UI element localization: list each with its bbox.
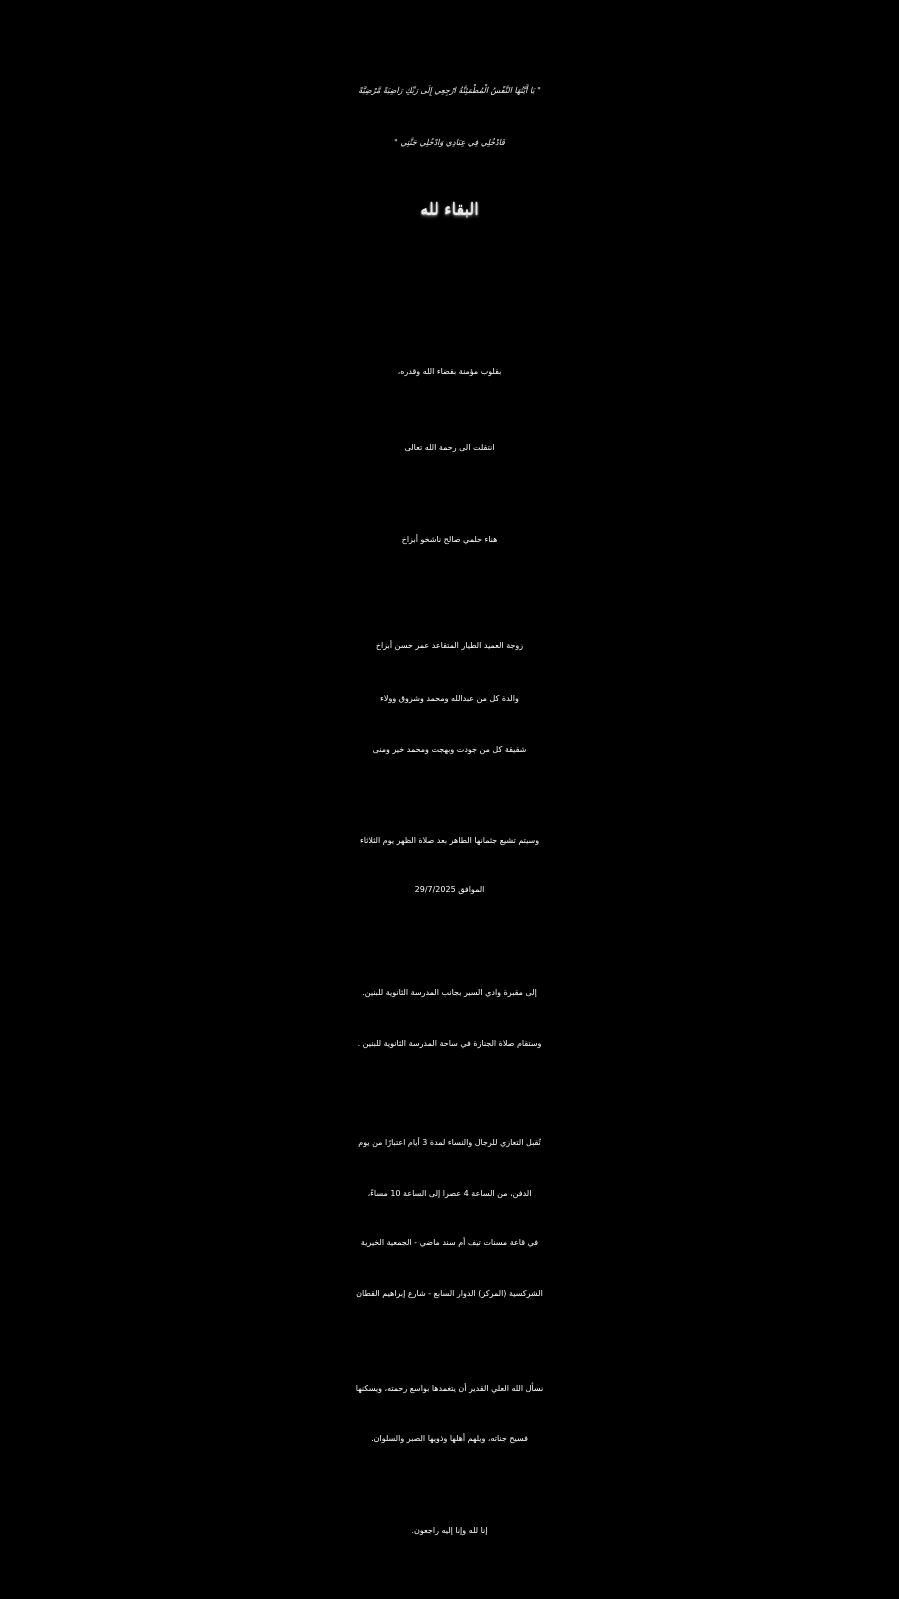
- condolences-line-3: في قاعة مسنات تيف أم سند ماضي - الجمعية الخيرية: [360, 1238, 539, 1247]
- relation-line-spouse: زوجة العميد الطيار المتقاعد عمر حسن أبزاخ: [375, 641, 524, 650]
- closing-text: إنا لله وإنا إليه راجعون.: [411, 1526, 488, 1535]
- relation-line-siblings: شقيقة كل من جودت وبهجت ومحمد خير ومنى: [372, 745, 527, 754]
- quran-verse-line-2: فَادْخُلِي فِي عِبَادِي وَادْخُلِي جَنَّتِي ": [394, 138, 505, 147]
- headline-calligraphy: البقاء لله: [420, 200, 479, 219]
- condolences-line-2: الدفن، من الساعة 4 عصرا إلى الساعة 10 مساءً،: [367, 1189, 532, 1198]
- burial-line-2: وستقام صلاة الجنازة في ساحة المدرسة الثانوية للبنين .: [357, 1039, 542, 1048]
- funeral-line-1: وسيتم تشيع جثمانها الطاهر بعد صلاة الظهر يوم الثلاثاء: [359, 836, 540, 845]
- intro-text: بقلوب مؤمنة بقضاء الله وقدره،: [397, 367, 502, 376]
- burial-line-1: إلى مقبرة وادي السير بجانب المدرسة الثانوية للبنين.: [362, 988, 537, 997]
- passed-away-text: انتقلت الى رحمة الله تعالى: [404, 443, 495, 452]
- condolences-line-1: تُقبل التعازي للرجال والنساء لمدة 3 أيام اعتبارًا من يوم: [358, 1138, 541, 1147]
- prayer-line-2: فسيح جناته، ويلهم أهلها وذويها الصبر والسلوان.: [371, 1434, 528, 1443]
- relation-line-children: والدة كل من عبدالله ومحمد وشروق وولاء: [380, 694, 519, 703]
- deceased-name: هناء حلمي صالح ناشخو أبزاخ: [401, 535, 498, 544]
- prayer-line-1: نسأل الله العلي القدير أن يتغمدها بواسع رحمته، ويسكنها: [355, 1384, 544, 1393]
- funeral-date-line: الموافق 29/7/2025: [414, 885, 485, 894]
- condolences-line-4: الشركسية (المركز) الدوار السابع - شارع إبراهيم القطان: [356, 1289, 543, 1298]
- quran-verse-line-1: " يَا أَيَّتُهَا النَّفْسُ الْمُطْمَئِنَّةُ ارْجِعِي إِلَى رَبِّكِ رَاضِيَةً مَّرْضِيَّةً: [358, 86, 541, 95]
